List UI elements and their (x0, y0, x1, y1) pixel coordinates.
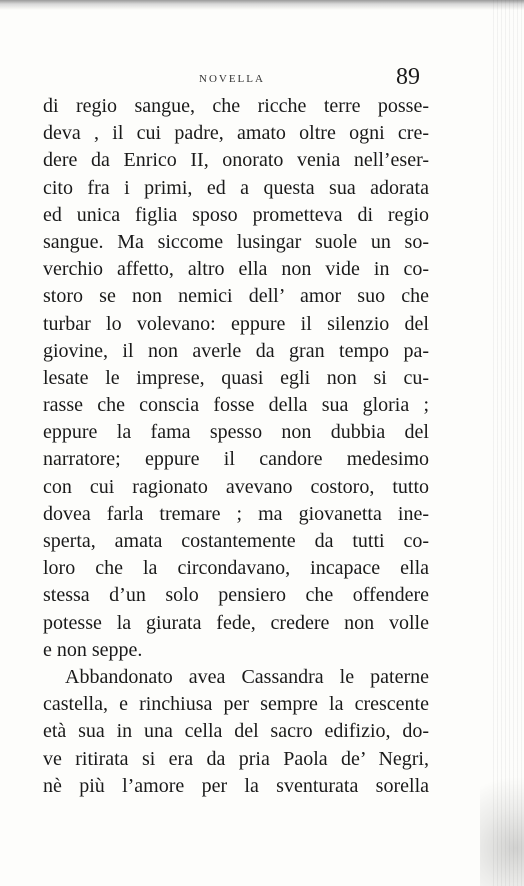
text-line: con cui ragionato avevano costoro, tutto (43, 475, 429, 498)
text-line: di regio sangue, che ricche terre posse- (43, 95, 429, 117)
page-number: 89 (396, 64, 420, 90)
text-line: sperta, amata costantemente da tutti co- (43, 530, 429, 552)
text-line: ed unica figlia sposo prometteva di regio (43, 203, 429, 226)
text-line: e non seppe. (43, 638, 143, 661)
text-line: sangue. Ma siccome lusingar suole un so- (43, 230, 429, 253)
text-line: ve ritirata si era da pria Paola de’ Negri, (43, 747, 429, 770)
text-line: castella, e rinchiusa per sempre la crescente (43, 693, 429, 716)
text-line: narratore; eppure il candore medesimo (43, 448, 429, 471)
text-line: verchio affetto, altro ella non vide in co- (43, 258, 429, 281)
text-line: turbar lo volevano: eppure il silenzio del (43, 312, 429, 335)
text-line: dere da Enrico II, onorato venia nell’eser- (43, 149, 429, 172)
text-line: Abbandonato avea Cassandra le paterne (65, 665, 429, 688)
page-top-edge-shadow (0, 0, 524, 10)
text-line: nè più l’amore per la sventurata sorella (43, 774, 429, 797)
text-line: eppure la fama spesso non dubbia del (43, 421, 429, 444)
running-head: NOVELLA (199, 73, 265, 85)
text-line: potesse la giurata fede, credere non volle (43, 611, 429, 634)
text-line: stessa d’un solo pensiero che offendere (43, 584, 429, 607)
text-line: deva , il cui padre, amato oltre ogni cre- (43, 122, 429, 145)
text-line: loro che la circondavano, incapace ella (43, 557, 429, 580)
text-line: giovine, il non averle da gran tempo pa- (43, 339, 429, 362)
page-right-edge-texture (490, 0, 524, 886)
text-line: dovea farla tremare ; ma giovanetta ine- (43, 502, 429, 525)
text-line: storo se non nemici dell’ amor suo che (43, 285, 429, 308)
text-line: rasse che conscia fosse della sua gloria ; (43, 394, 429, 417)
text-line: età sua in una cella del sacro edifizio, do- (43, 720, 429, 743)
body-text (43, 93, 429, 800)
page-corner-smudge (480, 760, 524, 886)
text-line: cito fra i primi, ed a questa sua adorata (43, 176, 429, 199)
text-line: lesate le imprese, quasi egli non si cu- (43, 366, 429, 389)
